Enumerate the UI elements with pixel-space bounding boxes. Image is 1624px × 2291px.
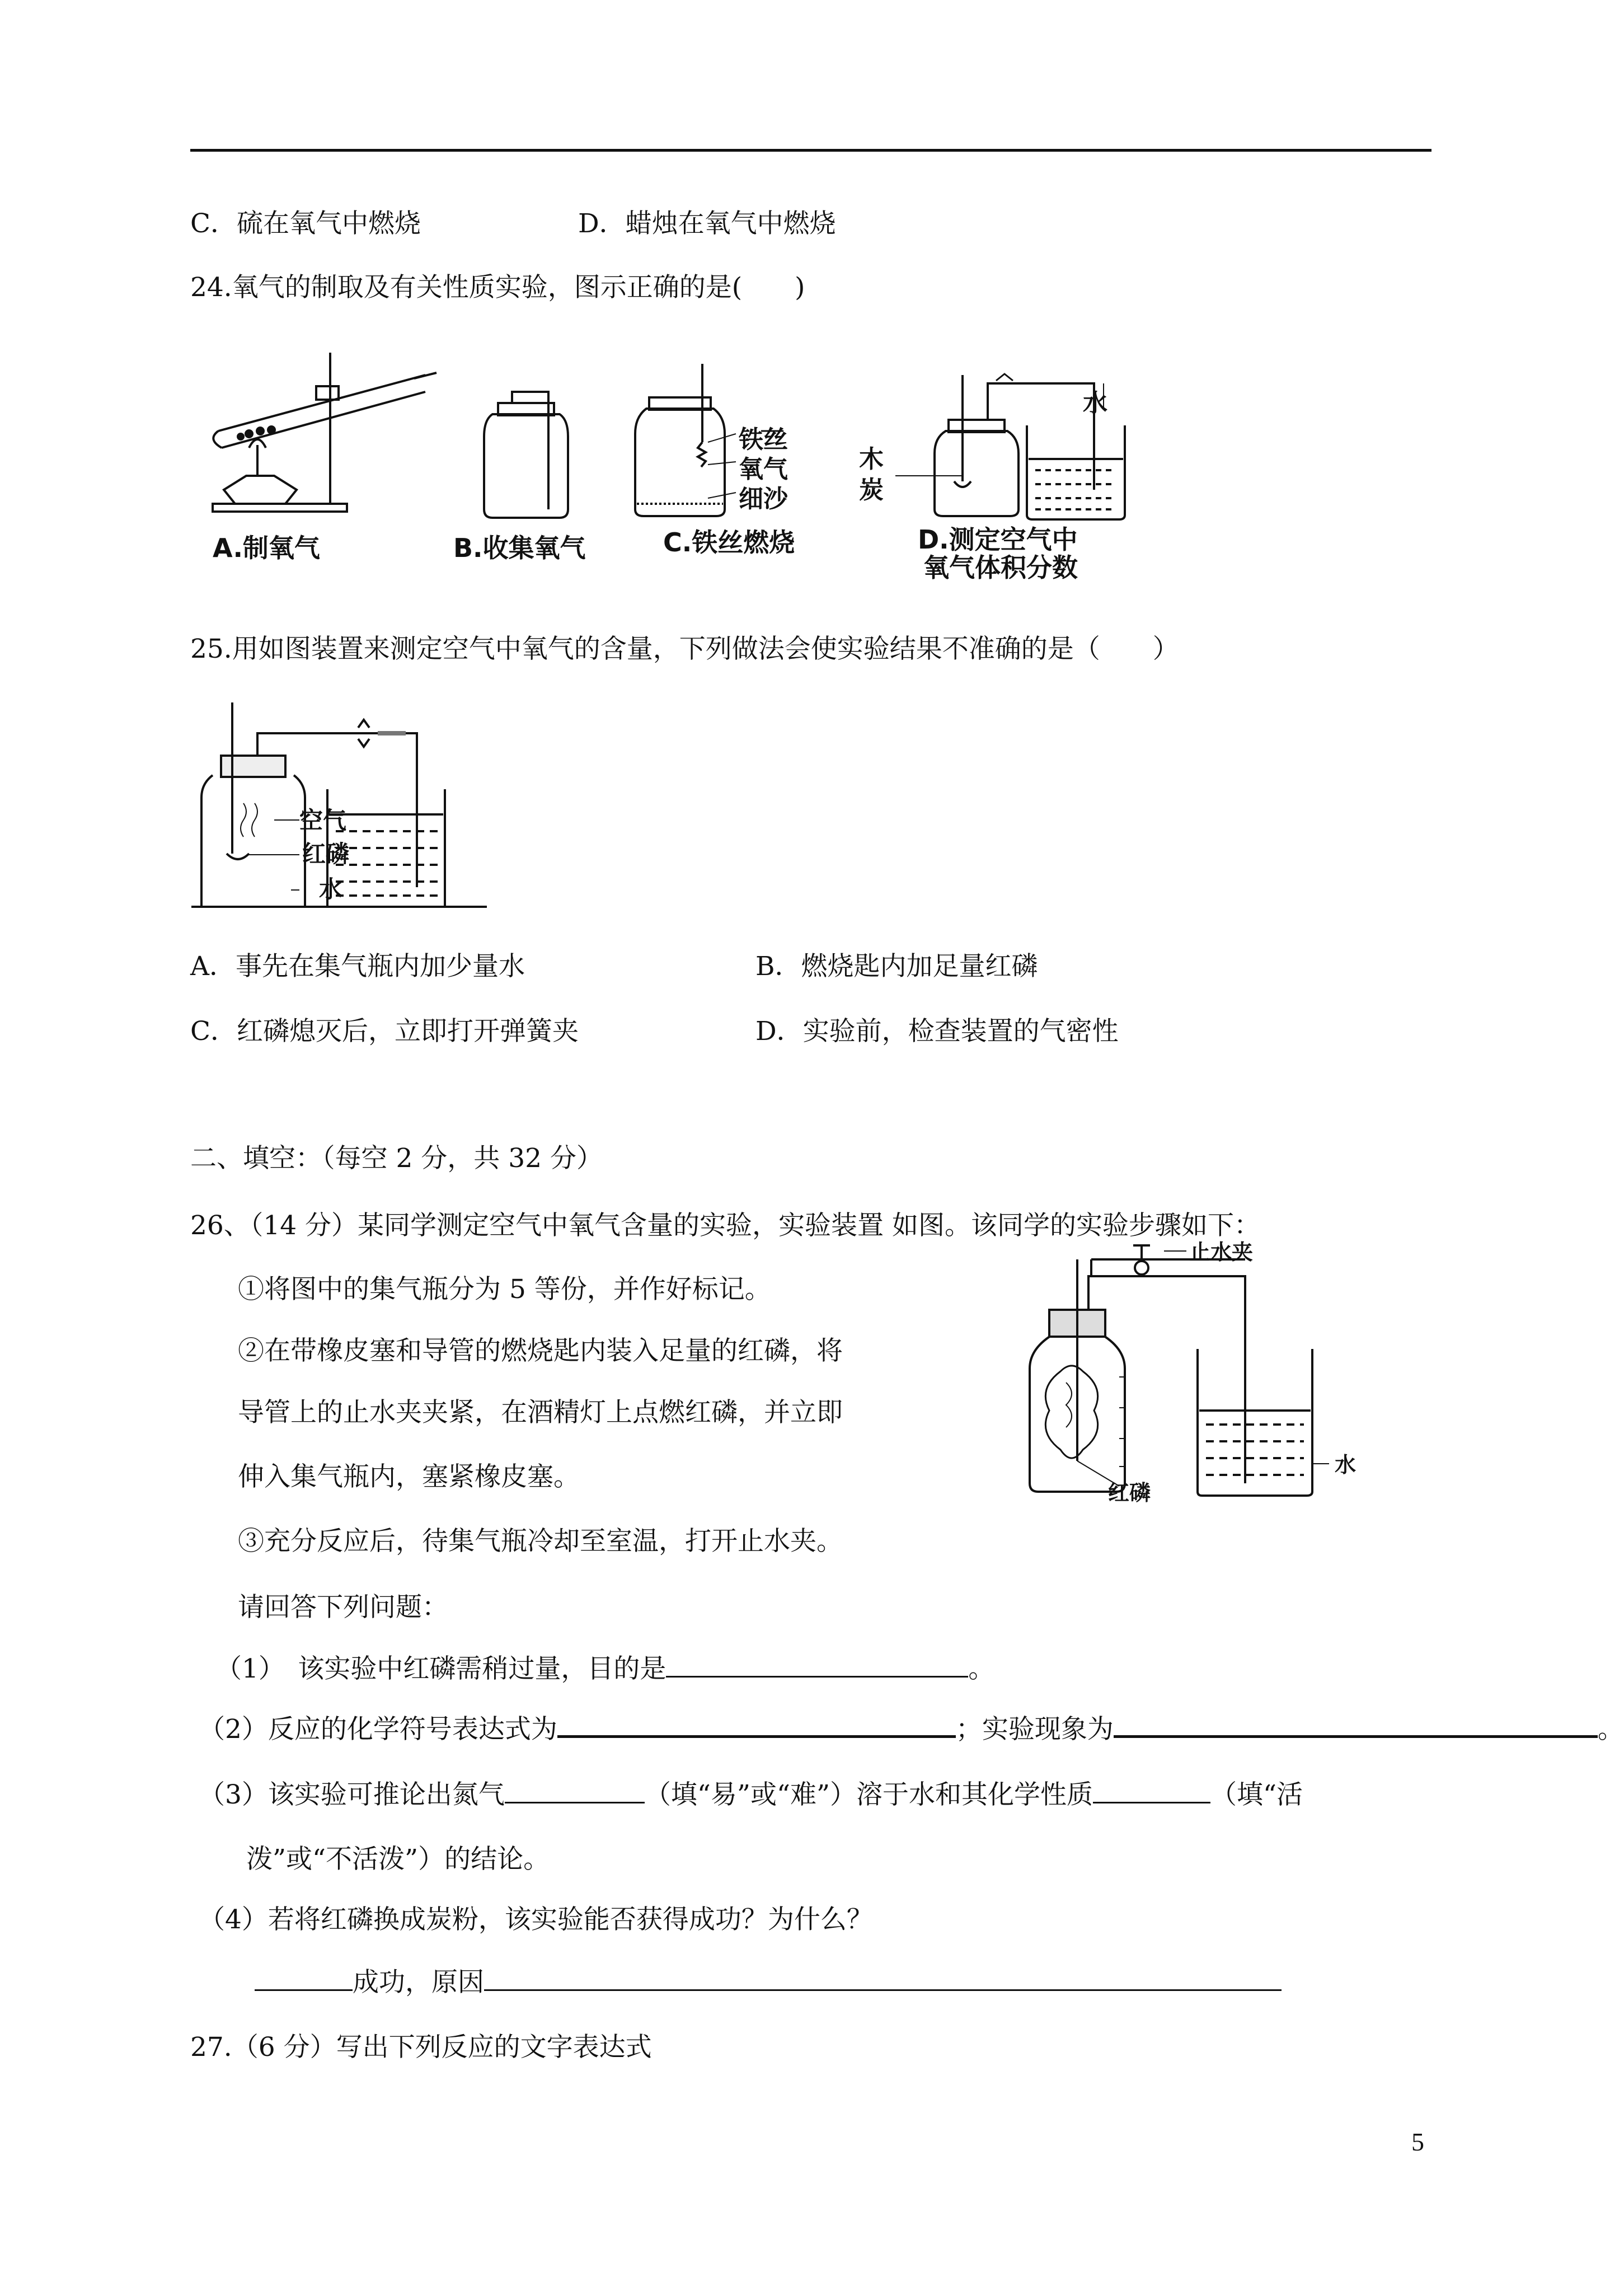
q24-a-caption: A.制氧气: [213, 533, 320, 563]
q25-label-water: 水: [319, 875, 343, 903]
q25-option-c: C．红磷熄灭后，立即打开弹簧夹: [190, 1016, 579, 1047]
q26-sub3-text-c: （填“活: [1210, 1779, 1303, 1810]
q23-option-c: C．硫在氧气中燃烧: [190, 208, 421, 239]
q25-label-air: 空气: [299, 807, 347, 834]
q26-step2-line1: ②在带橡皮塞和导管的燃烧匙内装入足量的红磷，将: [238, 1336, 843, 1366]
q26-sub2-suffix: 。: [1597, 1714, 1624, 1745]
q24-d-label-charcoal-1: 木: [859, 445, 884, 474]
q26-label-clamp: 止水夹: [1189, 1240, 1254, 1264]
q25-option-a: A．事先在集气瓶内加少量水: [190, 951, 525, 982]
q24-d-caption-2: 氧气体积分数: [923, 552, 1078, 583]
q24-d-label-water: 水: [1083, 389, 1107, 418]
q25-label-phosphorus: 红磷: [302, 840, 350, 868]
q26-step2-line2: 导管上的止水夹夹紧，在酒精灯上点燃红磷，并立即: [238, 1397, 843, 1428]
q26-sub3-text-a: （3）该实验可推论出氮气: [199, 1779, 505, 1810]
q24-c-caption: C.铁丝燃烧: [663, 527, 795, 557]
q26-sub3-blank-reactivity[interactable]: [1093, 1779, 1210, 1803]
q26-sub2-prefix: （2）反应的化学符号表达式为: [199, 1714, 557, 1745]
q25-stem: 25.用如图装置来测定空气中氧气的含量，下列做法会使实验结果不准确的是（ ）: [190, 634, 1179, 664]
q24-b-caption: B.收集氧气: [453, 533, 586, 563]
q26-sub3-blank-solubility[interactable]: [505, 1779, 645, 1803]
section2-heading: 二、填空：（每空 2 分，共 32 分）: [190, 1143, 603, 1174]
q26-step2-line3: 伸入集气瓶内，塞紧橡皮塞。: [238, 1461, 580, 1492]
q24-figure: [201, 341, 1153, 583]
q26-sub1-suffix: 。: [968, 1653, 995, 1684]
q26-sub4-line2: [255, 1966, 1282, 1999]
q26-label-phosphorus: 红磷: [1108, 1481, 1151, 1505]
q26-sub3-line1: [199, 1778, 1303, 1812]
q25-option-b: B．燃烧匙内加足量红磷: [755, 951, 1038, 982]
q26-sub2-mid: ；实验现象为: [955, 1714, 1114, 1745]
q25-figure: [190, 697, 504, 915]
q26-sub3-text-b: （填“易”或“难”）溶于水和其化学性质: [644, 1779, 1093, 1810]
q26-sub2: [199, 1713, 1624, 1746]
q26-prompt: 请回答下列问题：: [238, 1592, 448, 1623]
q26-sub1-blank[interactable]: [666, 1653, 968, 1678]
q26-sub4-blank-success[interactable]: [255, 1967, 353, 1991]
page-number: 5: [1411, 2128, 1424, 2156]
q26-figure: [1007, 1237, 1388, 1506]
q26-step3: ③充分反应后，待集气瓶冷却至室温，打开止水夹。: [238, 1526, 843, 1557]
q26-sub1-prefix: （1） 该实验中红磷需稍过量，目的是: [215, 1653, 667, 1684]
q26-sub2-blank-equation[interactable]: [557, 1713, 956, 1738]
q25-option-d: D．实验前，检查装置的气密性: [755, 1016, 1119, 1047]
header-rule: [190, 149, 1431, 152]
q26-label-water: 水: [1335, 1453, 1357, 1477]
q24-d-caption-1: D.测定空气中: [918, 524, 1078, 555]
q24-c-label-oxygen: 氧气: [739, 455, 788, 484]
q26-stem: 26、（14 分）某同学测定空气中氧气含量的实验，实验装置 如图。该同学的实验步骤如下：: [190, 1210, 1260, 1241]
q27-stem: 27.（6 分）写出下列反应的文字表达式: [190, 2032, 652, 2063]
q24-stem: 24.氧气的制取及有关性质实验，图示正确的是( ): [190, 272, 805, 303]
q23-option-d: D．蜡烛在氧气中燃烧: [578, 208, 836, 239]
q24-c-label-wire: 铁丝: [739, 425, 788, 454]
q26-sub4-line1: （4）若将红磷换成炭粉，该实验能否获得成功？为什么？: [199, 1904, 873, 1935]
q26-step1: ①将图中的集气瓶分为 5 等份，并作好标记。: [238, 1274, 771, 1305]
q24-d-label-charcoal-2: 炭: [859, 476, 884, 504]
q26-sub4-text: 成功，原因: [353, 1967, 484, 1998]
q26-sub4-blank-reason[interactable]: [484, 1967, 1282, 1991]
q26-sub3-line2: 泼”或“不活泼”）的结论。: [246, 1844, 550, 1875]
q26-sub1: [215, 1652, 994, 1686]
q26-sub2-blank-phenomenon[interactable]: [1114, 1713, 1598, 1738]
q24-c-label-sand: 细沙: [739, 485, 788, 513]
